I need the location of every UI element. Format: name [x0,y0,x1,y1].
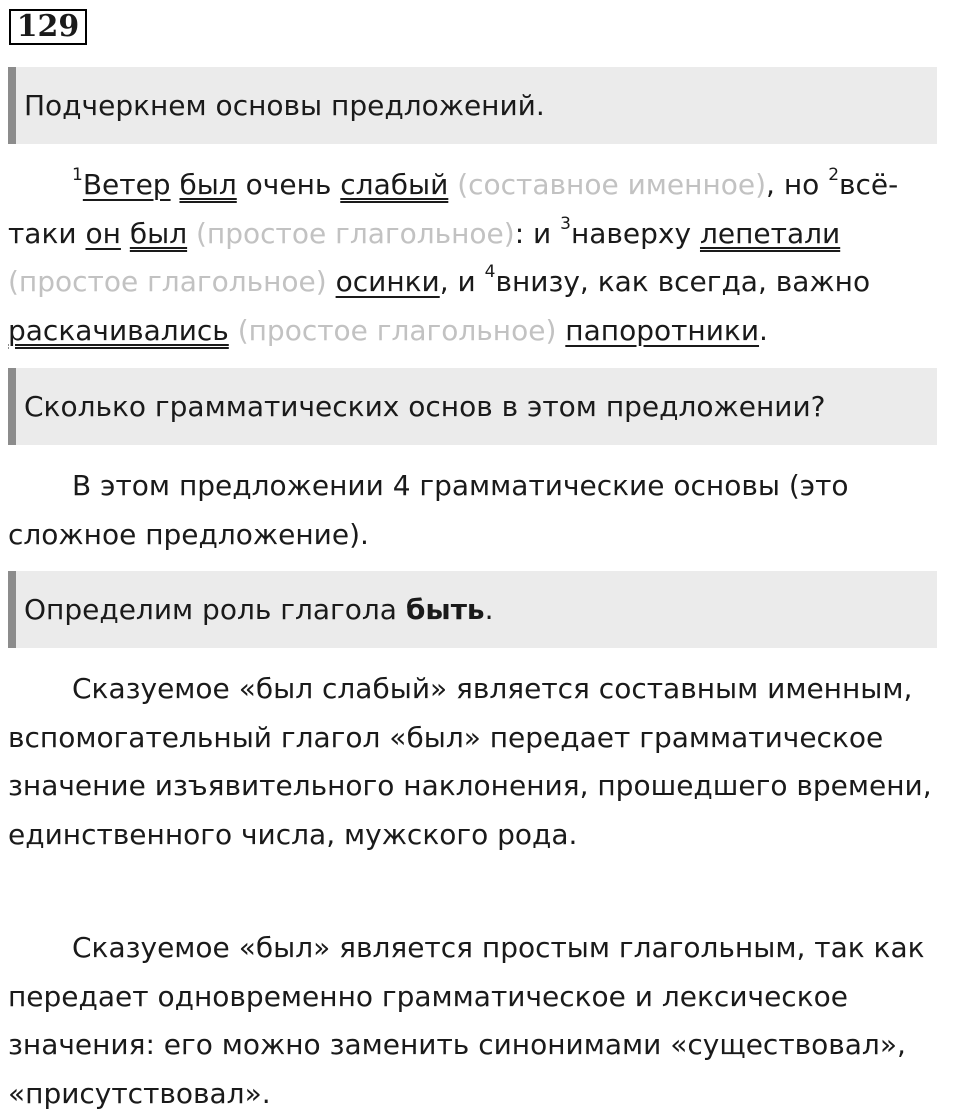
text-vnizu: внизу, как всегда, важно [495,265,871,298]
question-role-prefix: Определим роль глагола [24,593,406,626]
sentence-analysis [8,161,952,355]
subject-osinki: осинки [335,265,440,298]
question-count-bases: Сколько грамматических основ в этом предложении? [8,368,937,445]
task-number: 129 [9,9,87,45]
clause-number-3: 3 [560,213,571,234]
clause-number-4: 4 [484,262,496,282]
verb-byt: быть [405,593,485,626]
text-end: . [759,313,768,347]
predicate-type-note-1: (составное именное) [448,168,767,201]
question-role-verb [8,571,937,648]
question-role-suffix: . [484,593,494,626]
question-underline-bases: Подчеркнем основы предложений. [8,67,937,144]
predicate-type-note-4: (простое глагольное) [228,313,566,347]
answer-count-bases [8,462,952,559]
text-i-1: : и [514,216,561,250]
predicate-lepetali: лепетали [699,216,841,250]
text-no: , но [766,168,829,201]
clause-number-1: 1 [72,165,83,185]
predicate-byl-2: был [129,216,188,250]
predicate-byl-1: был [179,168,237,201]
subject-on: он [85,216,121,250]
text-i-2: , и [439,265,485,298]
subject-veter: Ветер [82,168,171,201]
clause-number-2: 2 [828,165,840,185]
answer-role-verb-2 [8,924,952,1118]
answer-count-paragraph: В этом предложении 4 грамматические основы (это сложное предложение). [8,469,849,551]
subject-paporotniki: папоротники [565,313,760,347]
answer-role-paragraph-1: Сказуемое «был слабый» является составным именным, вспомогательный глагол «был» передает грамматическое значение изъявительного наклонения, прошедшего времени, единственного числа, мужского рода. [8,672,932,851]
predicate-type-note-2: (простое глагольное) [187,216,515,250]
predicate-type-note-3: (простое глагольное) [8,265,336,298]
answer-role-paragraph-2: Сказуемое «был» является простым глагольным, так как передает одновременно грамматическое и лексическое значения: его можно заменить синонимами «существовал», «присутствовал». [8,931,925,1110]
text-vsyo-taki: всё-таки [8,168,899,250]
answer-role-verb [8,665,952,859]
text-naverhu: наверху [570,216,700,250]
predicate-slabyy: слабый [340,168,449,201]
sentence-paragraph [8,161,952,355]
predicate-raskachivalis: раскачивались [8,313,229,347]
text-ochen: очень [236,168,341,201]
